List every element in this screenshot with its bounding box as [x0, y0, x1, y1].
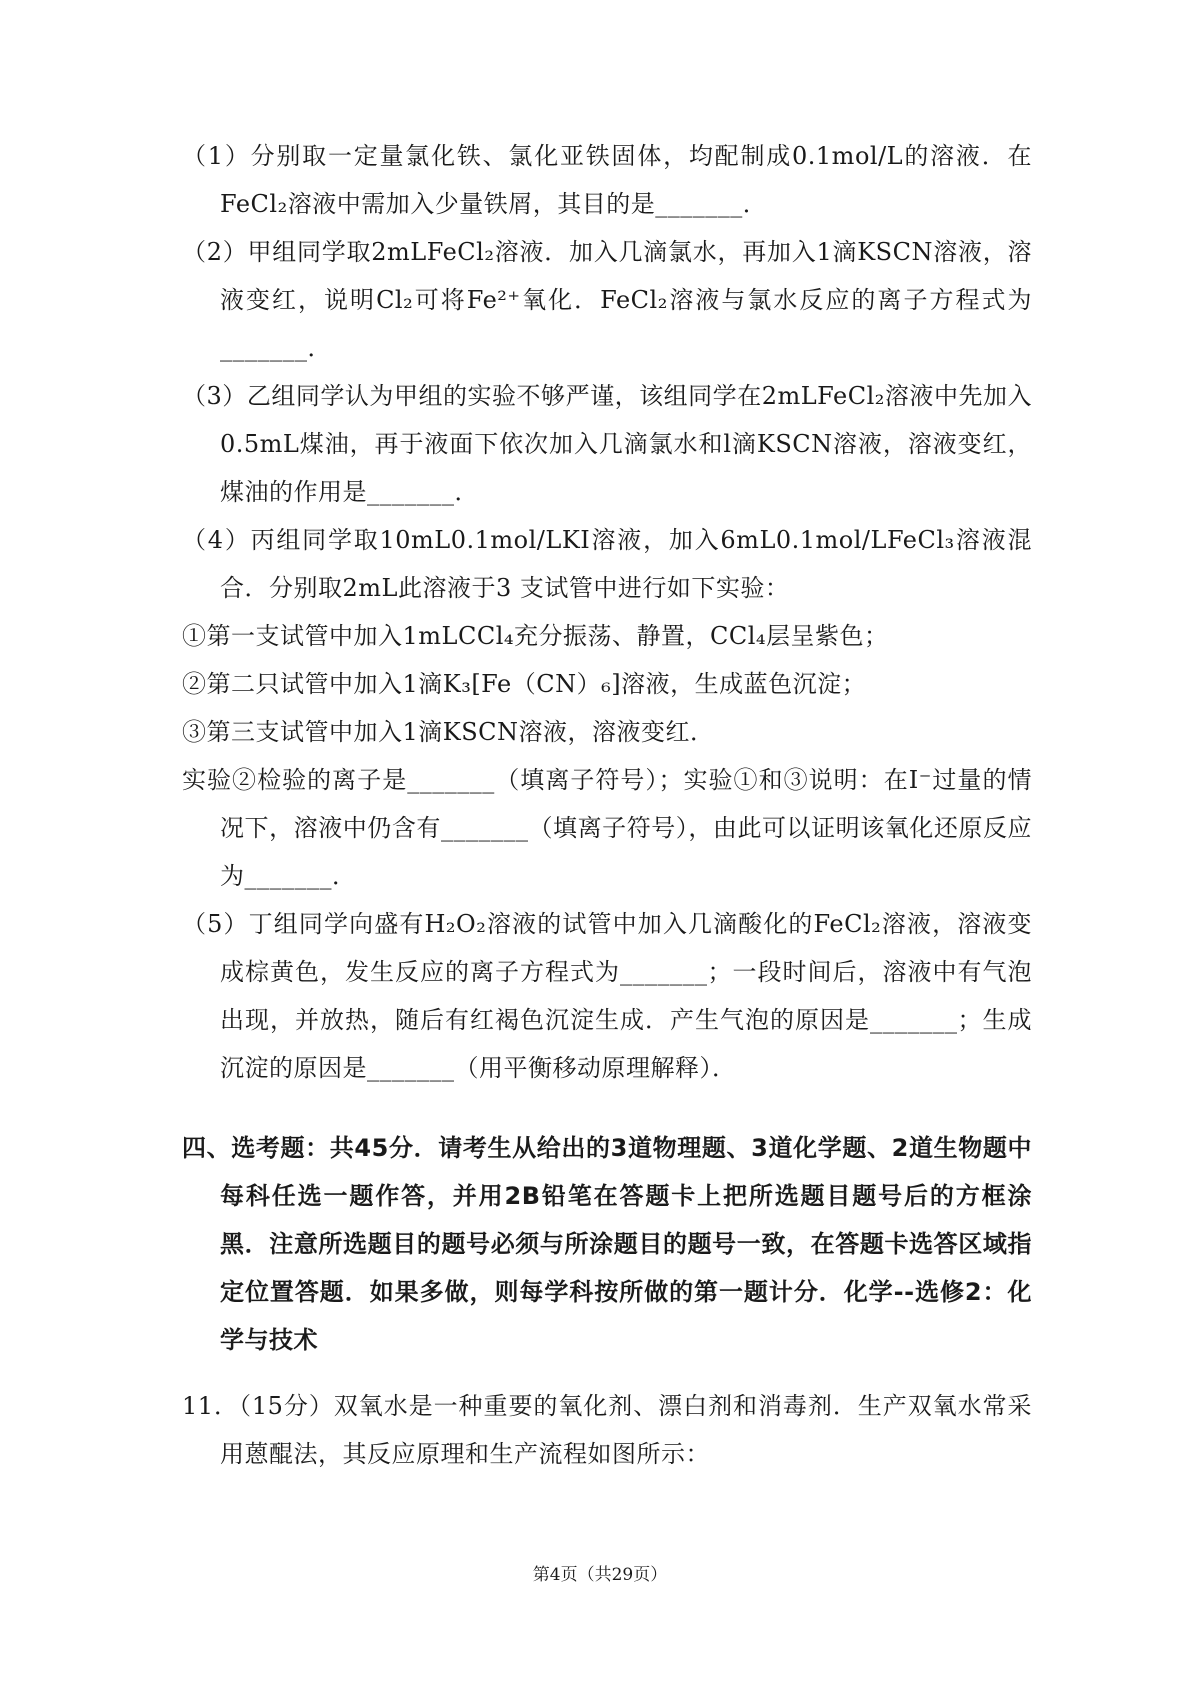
- question-part-4-followup: 实验②检验的离子是_______（填离子符号）；实验①和③说明：在I⁻过量的情况下，溶液中仍含有_______（填离子符号），由此可以证明该氧化还原反应为_______．: [182, 766, 1032, 890]
- experiment-3: ③第三支试管中加入1滴KSCN溶液，溶液变红．: [182, 718, 715, 746]
- question-part-2: （2）甲组同学取2mLFeCl₂溶液．加入几滴氯水，再加入1滴KSCN溶液，溶液变红，说明Cl₂可将Fe²⁺氧化．FeCl₂溶液与氯水反应的离子方程式为_______．: [182, 238, 1032, 362]
- question-11: 11．（15分）双氧水是一种重要的氧化剂、漂白剂和消毒剂．生产双氧水常采用蒽醌法，其反应原理和生产流程如图所示：: [182, 1392, 1032, 1468]
- question-part-3: （3）乙组同学认为甲组的实验不够严谨，该组同学在2mLFeCl₂溶液中先加入0.5mL煤油，再于液面下依次加入几滴氯水和l滴KSCN溶液，溶液变红，煤油的作用是_______．: [182, 382, 1032, 506]
- question-part-1: （1）分别取一定量氯化铁、氯化亚铁固体，均配制成0.1mol/L的溶液．在FeCl₂溶液中需加入少量铁屑，其目的是_______．: [182, 142, 1032, 218]
- page-footer: 第4页（共29页）: [532, 1565, 668, 1585]
- experiment-2: ②第二只试管中加入1滴K₃[Fe（CN）₆]溶液，生成蓝色沉淀；: [182, 670, 867, 698]
- question-part-5: （5）丁组同学向盛有H₂O₂溶液的试管中加入几滴酸化的FeCl₂溶液，溶液变成棕黄色，发生反应的离子方程式为_______；一段时间后，溶液中有气泡出现，并放热，随后有红褐色沉淀生成．产生气泡的原因是_______；生成沉淀的原因是_______（用平衡移动原理解释）．: [182, 910, 1032, 1082]
- question-part-4: （4）丙组同学取10mL0.1mol/LKI溶液，加入6mL0.1mol/LFeCl₃溶液混合．分别取2mL此溶液于3 支试管中进行如下实验：: [182, 526, 1032, 602]
- experiment-1: ①第一支试管中加入1mLCCl₄充分振荡、静置，CCl₄层呈紫色；: [182, 622, 889, 650]
- section-4-heading: 四、选考题：共45分．请考生从给出的3道物理题、3道化学题、2道生物题中每科任选一题作答，并用2B铅笔在答题卡上把所选题目题号后的方框涂黑．注意所选题目的题号必须与所涂题目的题号一致，在答题卡选答区域指定位置答题．如果多做，则每学科按所做的第一题计分．化学--选修2：化学与技术: [182, 1134, 1032, 1354]
